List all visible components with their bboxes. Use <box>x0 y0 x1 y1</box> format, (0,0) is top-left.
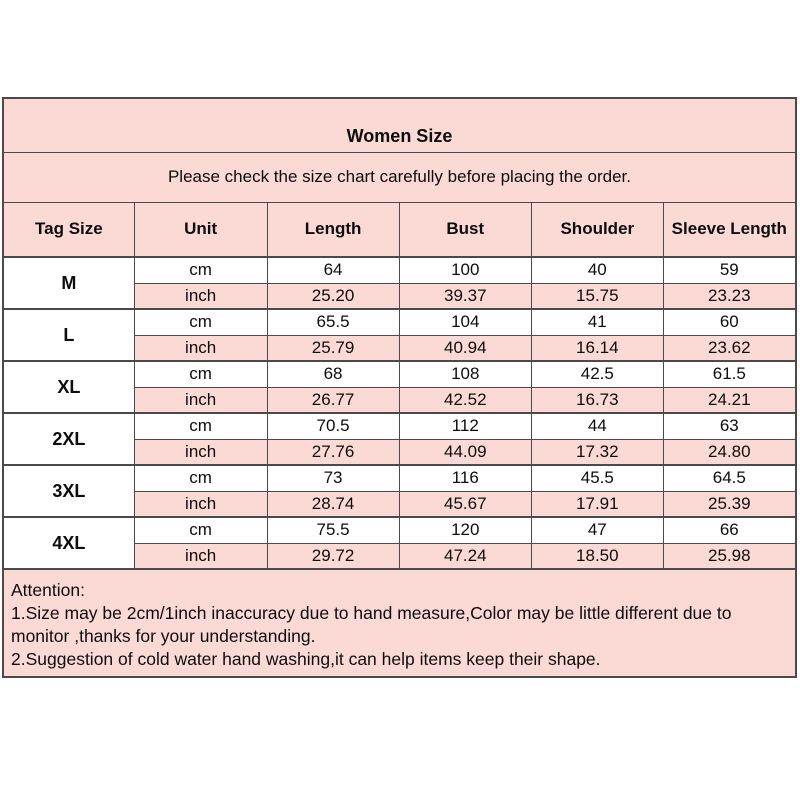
unit-cell-inch: inch <box>134 543 267 569</box>
column-header-length: Length <box>267 202 399 257</box>
tag-size-cell: 4XL <box>3 517 134 569</box>
value-cell: 44.09 <box>399 439 531 465</box>
value-cell: 16.73 <box>532 387 664 413</box>
attention-row <box>3 569 796 677</box>
column-header-unit: Unit <box>134 202 267 257</box>
attention-line: monitor ,thanks for your understanding. <box>11 626 316 646</box>
value-cell: 23.23 <box>663 283 796 309</box>
value-cell: 40 <box>532 257 664 283</box>
value-cell: 65.5 <box>267 309 399 335</box>
value-cell: 42.52 <box>399 387 531 413</box>
value-cell: 24.21 <box>663 387 796 413</box>
size-chart-table <box>2 97 797 678</box>
unit-cell-cm: cm <box>134 517 267 543</box>
value-cell: 73 <box>267 465 399 491</box>
unit-cell-cm: cm <box>134 257 267 283</box>
tag-size-cell: L <box>3 309 134 361</box>
value-cell: 45.5 <box>532 465 664 491</box>
tag-size-cell: XL <box>3 361 134 413</box>
attention-line: 2.Suggestion of cold water hand washing,it can help items keep their shape. <box>11 649 601 669</box>
unit-cell-inch: inch <box>134 491 267 517</box>
value-cell: 64.5 <box>663 465 796 491</box>
size-row-4xl-cm <box>3 517 796 543</box>
tag-size-cell: 3XL <box>3 465 134 517</box>
value-cell: 66 <box>663 517 796 543</box>
value-cell: 64 <box>267 257 399 283</box>
attention-line: 1.Size may be 2cm/1inch inaccuracy due to hand measure,Color may be little different due to <box>11 603 732 623</box>
value-cell: 23.62 <box>663 335 796 361</box>
size-row-l-cm <box>3 309 796 335</box>
value-cell: 61.5 <box>663 361 796 387</box>
unit-cell-inch: inch <box>134 283 267 309</box>
value-cell: 27.76 <box>267 439 399 465</box>
value-cell: 104 <box>399 309 531 335</box>
value-cell: 39.37 <box>399 283 531 309</box>
attention-note <box>3 569 796 677</box>
value-cell: 25.98 <box>663 543 796 569</box>
value-cell: 108 <box>399 361 531 387</box>
value-cell: 18.50 <box>532 543 664 569</box>
value-cell: 68 <box>267 361 399 387</box>
value-cell: 120 <box>399 517 531 543</box>
size-row-2xl-cm <box>3 413 796 439</box>
value-cell: 112 <box>399 413 531 439</box>
column-header-row <box>3 202 796 257</box>
column-header-shoulder: Shoulder <box>532 202 664 257</box>
value-cell: 16.14 <box>532 335 664 361</box>
chart-subtitle: Please check the size chart carefully before placing the order. <box>3 152 796 202</box>
value-cell: 15.75 <box>532 283 664 309</box>
size-row-3xl-cm <box>3 465 796 491</box>
column-header-sleeve-length: Sleeve Length <box>663 202 796 257</box>
unit-cell-inch: inch <box>134 439 267 465</box>
size-row-xl-cm <box>3 361 796 387</box>
value-cell: 29.72 <box>267 543 399 569</box>
column-header-tag-size: Tag Size <box>3 202 134 257</box>
value-cell: 60 <box>663 309 796 335</box>
size-chart-sheet <box>2 97 797 678</box>
value-cell: 28.74 <box>267 491 399 517</box>
value-cell: 17.32 <box>532 439 664 465</box>
unit-cell-inch: inch <box>134 387 267 413</box>
value-cell: 17.91 <box>532 491 664 517</box>
unit-cell-cm: cm <box>134 413 267 439</box>
value-cell: 41 <box>532 309 664 335</box>
size-row-m-cm <box>3 257 796 283</box>
value-cell: 116 <box>399 465 531 491</box>
unit-cell-inch: inch <box>134 335 267 361</box>
value-cell: 59 <box>663 257 796 283</box>
attention-line: Attention: <box>11 580 85 600</box>
column-header-bust: Bust <box>399 202 531 257</box>
value-cell: 24.80 <box>663 439 796 465</box>
tag-size-cell: M <box>3 257 134 309</box>
value-cell: 63 <box>663 413 796 439</box>
value-cell: 70.5 <box>267 413 399 439</box>
value-cell: 100 <box>399 257 531 283</box>
value-cell: 47 <box>532 517 664 543</box>
value-cell: 25.20 <box>267 283 399 309</box>
tag-size-cell: 2XL <box>3 413 134 465</box>
value-cell: 26.77 <box>267 387 399 413</box>
value-cell: 25.39 <box>663 491 796 517</box>
title-row <box>3 98 796 152</box>
value-cell: 75.5 <box>267 517 399 543</box>
chart-title: Women Size <box>3 98 796 152</box>
value-cell: 47.24 <box>399 543 531 569</box>
value-cell: 42.5 <box>532 361 664 387</box>
value-cell: 40.94 <box>399 335 531 361</box>
unit-cell-cm: cm <box>134 465 267 491</box>
value-cell: 45.67 <box>399 491 531 517</box>
unit-cell-cm: cm <box>134 309 267 335</box>
subtitle-row <box>3 152 796 202</box>
value-cell: 44 <box>532 413 664 439</box>
unit-cell-cm: cm <box>134 361 267 387</box>
value-cell: 25.79 <box>267 335 399 361</box>
